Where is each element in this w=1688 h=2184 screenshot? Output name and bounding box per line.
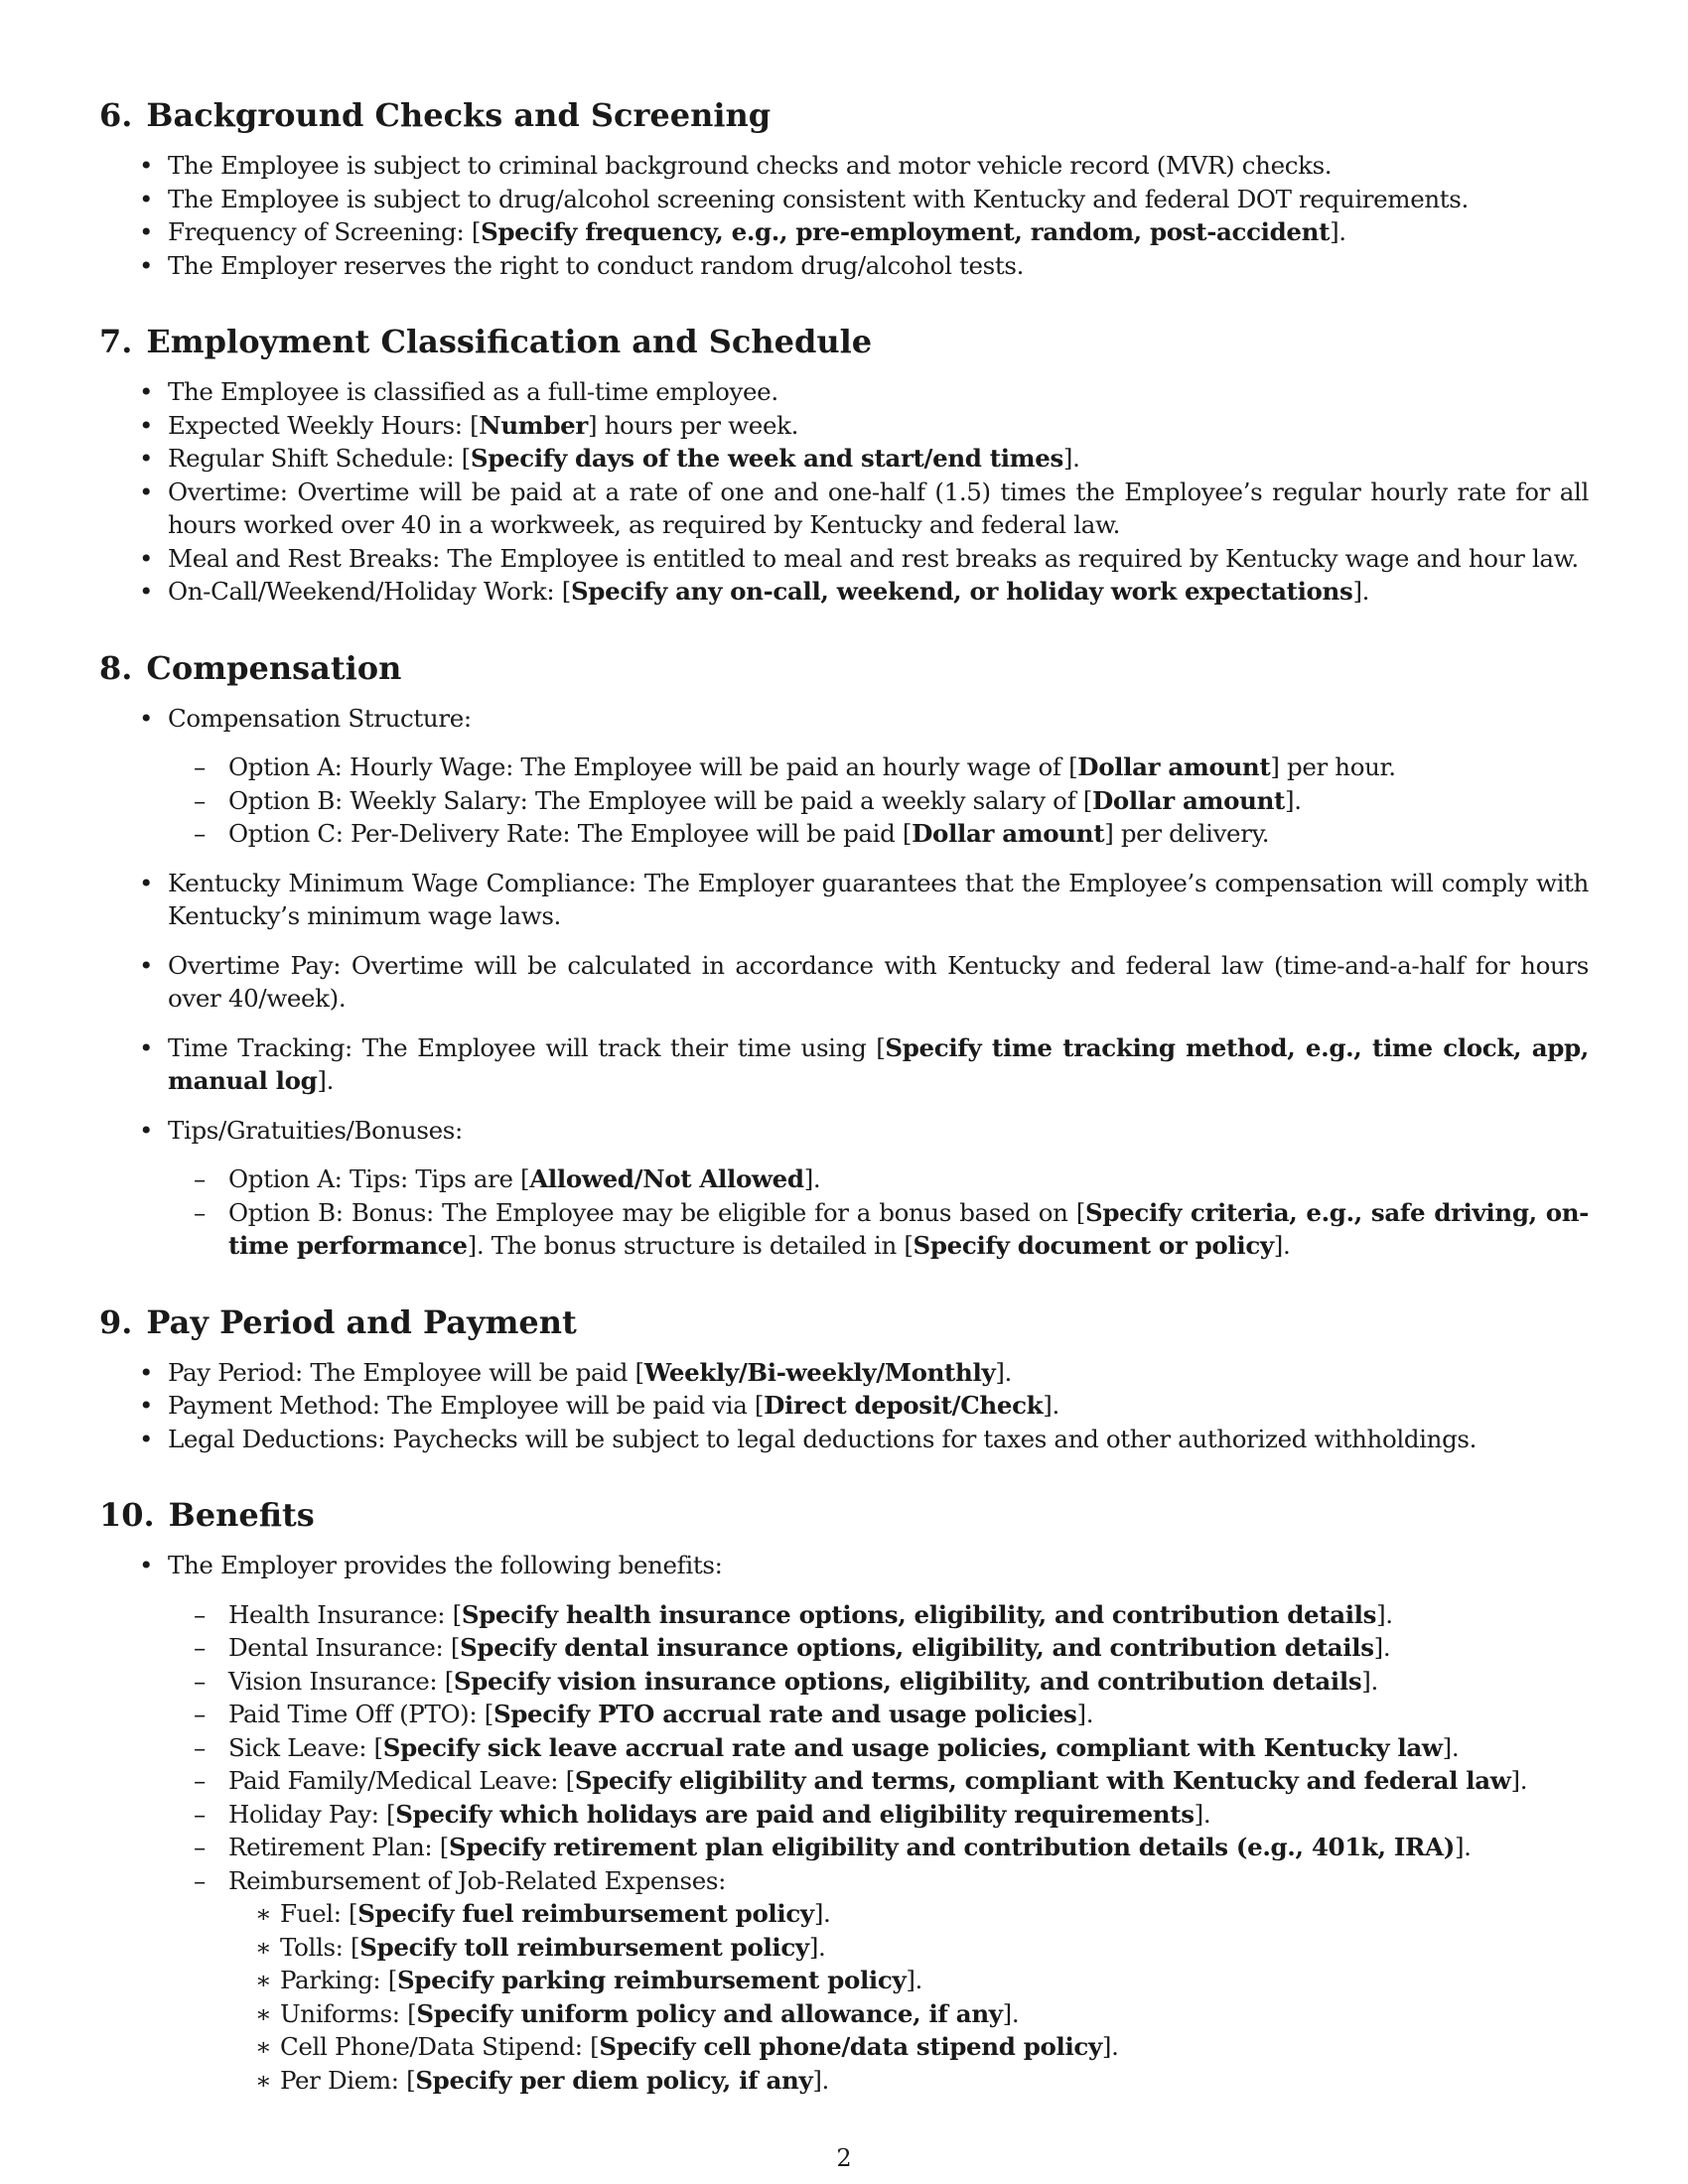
bullet-list	[99, 149, 1589, 282]
list-item: • The Employee is subject to drug/alcohol screening consistent with Kentucky and federal DOT requirements.	[99, 183, 1589, 216]
bullet-list	[99, 1549, 1589, 2097]
bullet-list	[99, 702, 1589, 1263]
list-item: • Kentucky Minimum Wage Compliance: The Employer guarantees that the Employee’s compensation will comply with Kentucky’s minimum wage laws.	[99, 867, 1589, 933]
section-7	[99, 322, 1589, 609]
list-item: • Compensation Structure: – Option A: Hourly Wage: The Employee will be paid an hourly wage of [Dollar amount] per hour. – Option B: Weekly Salary: The Employee will be paid a weekly salary of [Dollar amount]. – Option C: Per-Delivery Rate: The Employee will be paid [Dollar amount] per delivery.	[99, 702, 1589, 851]
document-page	[99, 95, 1589, 2136]
sub-list-item: – Vision Insurance: [Specify vision insurance options, eligibility, and contribution details].	[168, 1665, 1589, 1699]
sub-list-item: – Option A: Tips: Tips are [Allowed/Not Allowed].	[168, 1162, 1589, 1196]
sub-sub-list-item: ∗ Fuel: [Specify fuel reimbursement policy].	[228, 1897, 1589, 1931]
bullet-list	[99, 1356, 1589, 1456]
list-item: • Pay Period: The Employee will be paid [Weekly/Bi-weekly/Monthly].	[99, 1356, 1589, 1390]
sub-list-item: – Sick Leave: [Specify sick leave accrual rate and usage policies, compliant with Kentucky law].	[168, 1731, 1589, 1765]
section-10	[99, 1495, 1589, 2097]
sub-list-item: – Option B: Bonus: The Employee may be eligible for a bonus based on [Specify criteria, e.g., safe driving, on-time performance]. The bonus structure is detailed in [Specify document or policy].	[168, 1196, 1589, 1263]
list-item: • Overtime Pay: Overtime will be calculated in accordance with Kentucky and federal law (time-and-a-half for hours over 40/week).	[99, 949, 1589, 1016]
sub-list-item: – Reimbursement of Job-Related Expenses: ∗ Fuel: [Specify fuel reimbursement policy]. ∗ Tolls: [Specify toll reimbursement policy]. ∗ Parking: [Specify parking reimbursement policy]. ∗ Uniforms: [Specify uniform policy and allowance, if any]. ∗ Cell Phone/Data Stipend: [Specify cell phone/data stipend policy]. ∗ Per Diem: [Specify per diem policy, if any].	[168, 1864, 1589, 2098]
sub-list-item: – Paid Time Off (PTO): [Specify PTO accrual rate and usage policies].	[168, 1698, 1589, 1731]
list-item: • Time Tracking: The Employee will track their time using [Specify time tracking method, e.g., time clock, app, manual log].	[99, 1031, 1589, 1098]
list-item: • Legal Deductions: Paychecks will be subject to legal deductions for taxes and other authorized withholdings.	[99, 1423, 1589, 1456]
sub-sub-list-item: ∗ Parking: [Specify parking reimbursement policy].	[228, 1964, 1589, 1997]
sub-list	[168, 1598, 1589, 2098]
sub-list-item: – Holiday Pay: [Specify which holidays are paid and eligibility requirements].	[168, 1798, 1589, 1832]
list-item: • The Employee is classified as a full-time employee.	[99, 375, 1589, 409]
sub-sub-list-item: ∗ Per Diem: [Specify per diem policy, if any].	[228, 2064, 1589, 2098]
list-item: • Regular Shift Schedule: [Specify days of the week and start/end times].	[99, 442, 1589, 476]
sub-list-item: – Option C: Per-Delivery Rate: The Employee will be paid [Dollar amount] per delivery.	[168, 817, 1589, 851]
section-6	[99, 95, 1589, 282]
page-number: 2	[836, 2144, 852, 2172]
sub-list-item: – Paid Family/Medical Leave: [Specify eligibility and terms, compliant with Kentucky and federal law].	[168, 1764, 1589, 1798]
list-item: • On-Call/Weekend/Holiday Work: [Specify any on-call, weekend, or holiday work expectations].	[99, 575, 1589, 609]
section-heading: 6. Background Checks and Screening	[99, 96, 772, 134]
sub-list-item: – Option A: Hourly Wage: The Employee will be paid an hourly wage of [Dollar amount] per hour.	[168, 751, 1589, 784]
list-item: • The Employer reserves the right to conduct random drug/alcohol tests.	[99, 249, 1589, 283]
section-heading: 8. Compensation	[99, 648, 402, 687]
section-heading: 7. Employment Classification and Schedule	[99, 323, 873, 360]
sub-sub-list-item: ∗ Tolls: [Specify toll reimbursement policy].	[228, 1931, 1589, 1965]
section-heading: 9. Pay Period and Payment	[99, 1302, 577, 1341]
sub-sub-list-item: ∗ Uniforms: [Specify uniform policy and allowance, if any].	[228, 1997, 1589, 2031]
section-8	[99, 648, 1589, 1263]
section-heading: 10. Benefits	[99, 1496, 315, 1534]
sub-list-item: – Health Insurance: [Specify health insurance options, eligibility, and contribution details].	[168, 1598, 1589, 1632]
list-item: • Tips/Gratuities/Bonuses: – Option A: Tips: Tips are [Allowed/Not Allowed]. – Option B: Bonus: The Employee may be eligible for a bonus based on [Specify criteria, e.g., safe driving, on-time performance]. The bonus structure is detailed in [Specify document or policy].	[99, 1114, 1589, 1263]
bullet-list	[99, 375, 1589, 609]
sub-sub-list	[228, 1897, 1589, 2097]
sub-list-item: – Retirement Plan: [Specify retirement plan eligibility and contribution details (e.g., 401k, IRA)].	[168, 1831, 1589, 1864]
sub-list-item: – Dental Insurance: [Specify dental insurance options, eligibility, and contribution details].	[168, 1631, 1589, 1665]
sub-sub-list-item: ∗ Cell Phone/Data Stipend: [Specify cell phone/data stipend policy].	[228, 2030, 1589, 2064]
list-item: • Frequency of Screening: [Specify frequency, e.g., pre-employment, random, post-accident].	[99, 215, 1589, 249]
sub-list	[168, 751, 1589, 851]
list-item: • Expected Weekly Hours: [Number] hours per week.	[99, 409, 1589, 443]
section-9	[99, 1302, 1589, 1456]
list-item: • The Employer provides the following benefits: – Health Insurance: [Specify health insurance options, eligibility, and contribution details]. – Dental Insurance: [Specify dental insurance options, eligibility, and contribution details]. – Vision Insurance: [Specify vision insurance options, eligibility, and contribution details]. – Paid Time Off (PTO): [Specify PTO accrual rate and usage policies]. – Sick Leave: [Specify sick leave accrual rate and usage policies, compliant with Kentucky law]. – Paid Family/Medical Leave: [Specify eligibility and terms, compliant with Kentucky and federal law]. – Holiday Pay: [Specify which holidays are paid and eligibility requirements]. – Retirement Plan: [Specify retirement plan eligibility and contribution details (e.g., 401k, IRA)]. – Reimbursement of Job-Related Expenses: ∗ Fuel: [Specify fuel reimbursement policy]. ∗ Tolls: [Specify toll reimbursement policy]. ∗ Parking: [Specify parking reimbursement policy]. ∗ Uniforms: [Specify uniform policy and allowance, if any]. ∗ Cell Phone/Data Stipend: [Specify cell phone/data stipend policy]. ∗ Per Diem: [Specify per diem policy, if any].	[99, 1549, 1589, 2097]
sub-list-item: – Option B: Weekly Salary: The Employee will be paid a weekly salary of [Dollar amount].	[168, 784, 1589, 818]
list-item: • Meal and Rest Breaks: The Employee is entitled to meal and rest breaks as required by Kentucky wage and hour law.	[99, 542, 1589, 576]
list-item: • Overtime: Overtime will be paid at a rate of one and one-half (1.5) times the Employee’s regular hourly rate for all hours worked over 40 in a workweek, as required by Kentucky and federal law.	[99, 476, 1589, 542]
sub-list	[168, 1162, 1589, 1263]
list-item: • The Employee is subject to criminal background checks and motor vehicle record (MVR) checks.	[99, 149, 1589, 183]
list-item: • Payment Method: The Employee will be paid via [Direct deposit/Check].	[99, 1389, 1589, 1423]
